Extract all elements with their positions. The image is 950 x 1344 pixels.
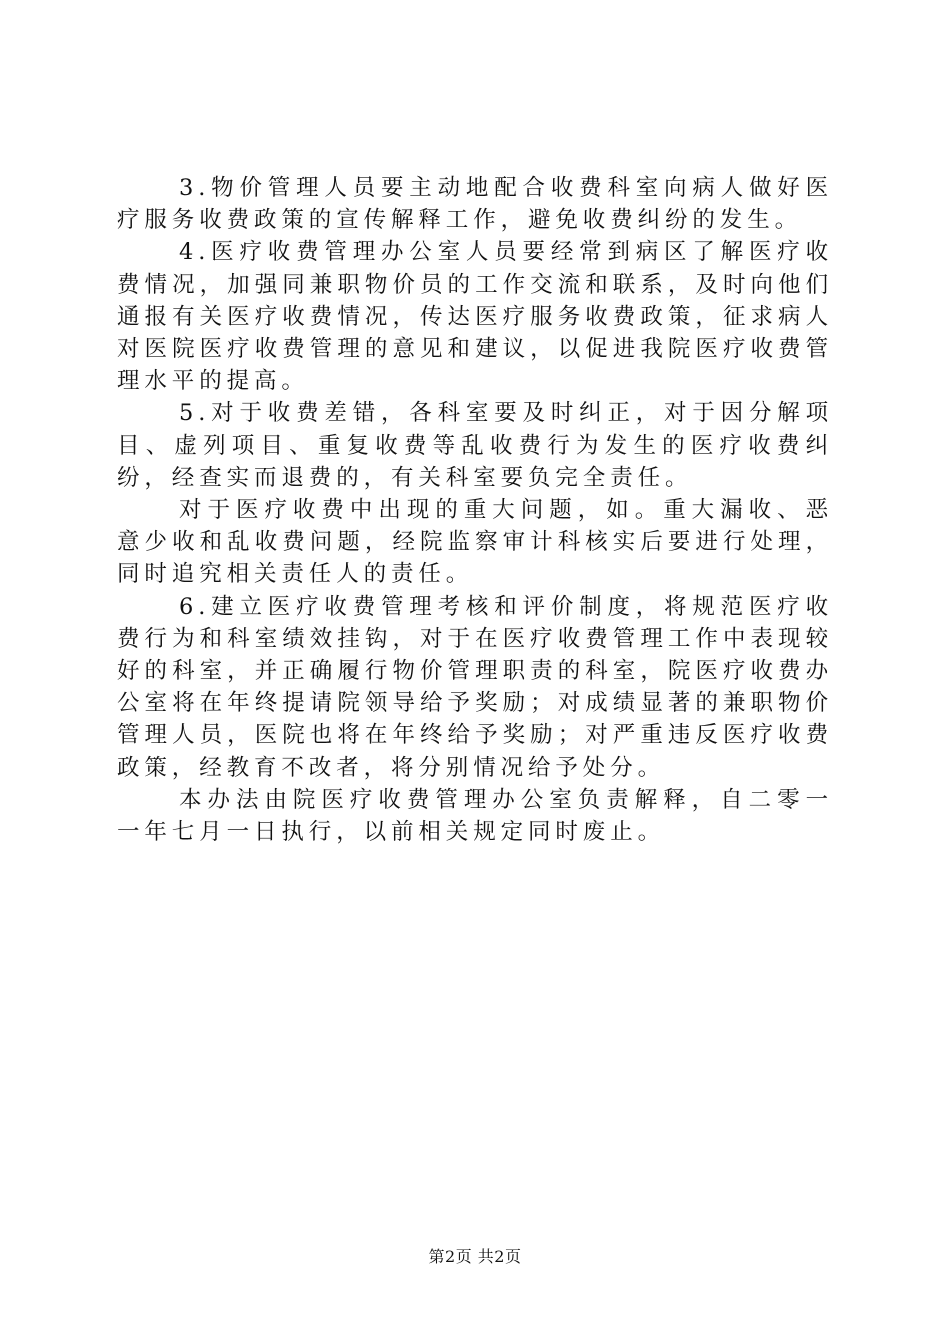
paragraph-item-5: 5.对于收费差错，各科室要及时纠正，对于因分解项目、虚列项目、重复收费等乱收费行为发生的医疗收费纠纷，经查实而退费的，有关科室要负完全责任。 — [117, 400, 833, 491]
page-number-footer: 第2页 共2页 — [428, 1247, 522, 1266]
document-body — [117, 172, 833, 848]
paragraph-item-4: 4.医疗收费管理办公室人员要经常到病区了解医疗收费情况，加强同兼职物价员的工作交流和联系，及时向他们通报有关医疗收费情况，传达医疗服务收费政策，征求病人对医院医疗收费管理的意见和建议，以促进我院医疗收费管理水平的提高。 — [117, 239, 833, 395]
paragraph-item-3: 3.物价管理人员要主动地配合收费科室向病人做好医疗服务收费政策的宣传解释工作，避免收费纠纷的发生。 — [117, 175, 833, 234]
paragraph-item-6: 6.建立医疗收费管理考核和评价制度，将规范医疗收费行为和科室绩效挂钩，对于在医疗收费管理工作中表现较好的科室，并正确履行物价管理职责的科室，院医疗收费办公室将在年终提请院领导给予奖励；对成绩显著的兼职物价管理人员，医院也将在年终给予奖励；对严重违反医疗收费政策，经教育不改者，将分别情况给予处分。 — [117, 593, 833, 781]
paragraph-major-issues: 对于医疗收费中出现的重大问题，如。重大漏收、恶意少收和乱收费问题，经院监察审计科核实后要进行处理，同时追究相关责任人的责任。 — [117, 497, 833, 588]
paragraph-interpretation: 本办法由院医疗收费管理办公室负责解释，自二零一一年七月一日执行，以前相关规定同时废止。 — [117, 786, 833, 846]
